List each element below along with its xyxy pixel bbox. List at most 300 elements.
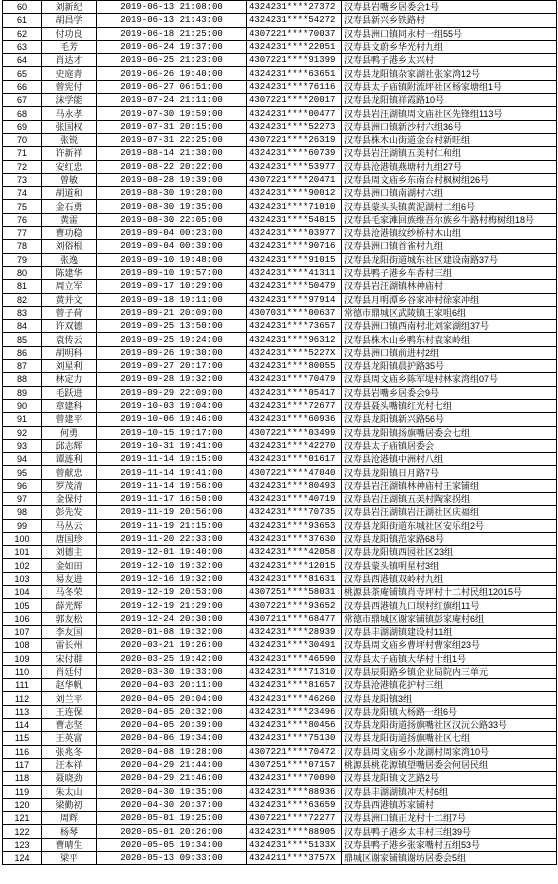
- row-number-cell: 93: [3, 439, 42, 452]
- id-number-cell: 4324231****53977: [247, 160, 342, 173]
- address-cell: 汉寿县鸭子港乡车香村三组: [342, 266, 557, 279]
- name-cell: 金保付: [42, 492, 97, 505]
- row-number-cell: 119: [3, 785, 42, 798]
- table-row: [3, 519, 557, 532]
- address-cell: 汉寿县岩汪湖镇五美村仁和组: [342, 147, 557, 160]
- row-number-cell: 122: [3, 825, 42, 838]
- row-number-cell: 123: [3, 838, 42, 851]
- id-number-cell: 4324231****70479: [247, 373, 342, 386]
- table-row: [3, 14, 557, 27]
- address-cell: 汉寿县龙阳镇西园社区23组: [342, 546, 557, 559]
- table-row: [3, 253, 557, 266]
- row-number-cell: 104: [3, 586, 42, 599]
- name-cell: 刘兰平: [42, 692, 97, 705]
- id-number-cell: 4324231****96312: [247, 333, 342, 346]
- address-cell: 汉寿县龙阳镇祥霞路10号: [342, 94, 557, 107]
- address-cell: 汉寿县岩汪湖镇林神庙村王家铺组: [342, 479, 557, 492]
- id-number-cell: 4324231****70735: [247, 506, 342, 519]
- table-row: [3, 506, 557, 519]
- datetime-cell: 2020-01-08 19:32:00: [97, 625, 247, 638]
- id-number-cell: 4307221****20471: [247, 173, 342, 186]
- row-number-cell: 75: [3, 200, 42, 213]
- id-number-cell: 4324231****60739: [247, 147, 342, 160]
- name-cell: 胡道和: [42, 187, 97, 200]
- table-row: [3, 173, 557, 186]
- table-row: [3, 825, 557, 838]
- datetime-cell: 2020-03-30 19:33:00: [97, 665, 247, 678]
- table-row: [3, 679, 557, 692]
- table-row: [3, 333, 557, 346]
- datetime-cell: 2019-09-10 19:48:00: [97, 253, 247, 266]
- id-number-cell: 4324231****22051: [247, 40, 342, 53]
- table-row: [3, 439, 557, 452]
- name-cell: 朱太山: [42, 785, 97, 798]
- datetime-cell: 2019-11-20 22:33:00: [97, 532, 247, 545]
- row-number-cell: 91: [3, 413, 42, 426]
- datetime-cell: 2020-05-01 19:25:00: [97, 812, 247, 825]
- name-cell: 林定力: [42, 373, 97, 386]
- address-cell: 汉寿县鸭子港乡太兴村: [342, 54, 557, 67]
- table-row: [3, 466, 557, 479]
- row-number-cell: 95: [3, 466, 42, 479]
- row-number-cell: 118: [3, 772, 42, 785]
- id-number-cell: 4324231****80456: [247, 719, 342, 732]
- id-number-cell: 4307251****58031: [247, 586, 342, 599]
- name-cell: 郭友松: [42, 612, 97, 625]
- datetime-cell: 2019-11-14 19:15:00: [97, 453, 247, 466]
- address-cell: 汉寿县洲口镇首雀村九组: [342, 240, 557, 253]
- name-cell: 汪本祥: [42, 758, 97, 771]
- address-cell: 汉寿县岩嘴乡居委会9号: [342, 386, 557, 399]
- row-number-cell: 82: [3, 293, 42, 306]
- row-number-cell: 112: [3, 692, 42, 705]
- name-cell: 胡明科: [42, 346, 97, 359]
- id-number-cell: 4324231****41311: [247, 266, 342, 279]
- name-cell: 唐国珍: [42, 532, 97, 545]
- name-cell: 胡昌学: [42, 14, 97, 27]
- name-cell: 谭涟利: [42, 453, 97, 466]
- id-number-cell: 4324231****01617: [247, 453, 342, 466]
- address-cell: 汉寿县株木山乡鸭东村袁家岭组: [342, 333, 557, 346]
- datetime-cell: 2019-09-25 13:50:00: [97, 320, 247, 333]
- address-cell: 汉寿县龙阳街道扬旗嘴社区七组: [342, 732, 557, 745]
- datetime-cell: 2019-06-25 21:23:00: [97, 54, 247, 67]
- address-cell: 汉寿县蒙头头镇黄泥湖村二组6号: [342, 200, 557, 213]
- table-row: [3, 227, 557, 240]
- row-number-cell: 106: [3, 612, 42, 625]
- address-cell: 汉寿县沧港镇中洲村八组: [342, 453, 557, 466]
- name-cell: 曾敏: [42, 173, 97, 186]
- datetime-cell: 2019-12-16 19:32:00: [97, 572, 247, 585]
- table-row: [3, 67, 557, 80]
- row-number-cell: 109: [3, 652, 42, 665]
- row-number-cell: 96: [3, 479, 42, 492]
- name-cell: 曾宪付: [42, 80, 97, 93]
- id-number-cell: 4324231****71010: [247, 200, 342, 213]
- row-number-cell: 87: [3, 360, 42, 373]
- name-cell: 彭先发: [42, 506, 97, 519]
- id-number-cell: 4324231****5227X: [247, 346, 342, 359]
- address-cell: 汉寿县毛家滩回族维吾尔族乡牛路村梅树组18号: [342, 213, 557, 226]
- id-number-cell: 4324231****40719: [247, 492, 342, 505]
- records-table-body: [3, 1, 557, 865]
- datetime-cell: 2020-04-05 20:32:00: [97, 705, 247, 718]
- address-cell: 汉寿县周文庙乡陈军堤村林家湾组07号: [342, 373, 557, 386]
- row-number-cell: 100: [3, 532, 42, 545]
- id-number-cell: 4324231****70090: [247, 772, 342, 785]
- id-number-cell: 4324231****80493: [247, 479, 342, 492]
- address-cell: 汉寿县太子庙镇附流坪社区杨家塘组1号: [342, 80, 557, 93]
- name-cell: 马冬荣: [42, 586, 97, 599]
- datetime-cell: 2020-04-03 20:11:00: [97, 679, 247, 692]
- table-row: [3, 559, 557, 572]
- table-row: [3, 120, 557, 133]
- table-row: [3, 107, 557, 120]
- row-number-cell: 65: [3, 67, 42, 80]
- table-row: [3, 492, 557, 505]
- id-number-cell: 4324231****63651: [247, 67, 342, 80]
- name-cell: 罗茂清: [42, 479, 97, 492]
- name-cell: 赵华帆: [42, 679, 97, 692]
- datetime-cell: 2019-08-14 21:30:00: [97, 147, 247, 160]
- table-row: [3, 147, 557, 160]
- table-row: [3, 306, 557, 319]
- name-cell: 袁传云: [42, 333, 97, 346]
- datetime-cell: 2019-10-03 19:04:00: [97, 399, 247, 412]
- datetime-cell: 2019-11-14 19:41:00: [97, 466, 247, 479]
- datetime-cell: 2019-09-21 20:09:00: [97, 306, 247, 319]
- id-number-cell: 4324231****46590: [247, 652, 342, 665]
- table-row: [3, 187, 557, 200]
- row-number-cell: 114: [3, 719, 42, 732]
- id-number-cell: 4324231****00477: [247, 107, 342, 120]
- table-row: [3, 80, 557, 93]
- datetime-cell: 2019-07-31 22:25:00: [97, 133, 247, 146]
- datetime-cell: 2020-05-05 19:34:00: [97, 838, 247, 851]
- address-cell: 汉寿县鸭子港乡张家嘴村五组53号: [342, 838, 557, 851]
- row-number-cell: 107: [3, 625, 42, 638]
- id-number-cell: 4324231****54815: [247, 213, 342, 226]
- row-number-cell: 71: [3, 147, 42, 160]
- address-cell: 汉寿县沧港镇纹纱桥村木山组: [342, 227, 557, 240]
- name-cell: 曹晴生: [42, 838, 97, 851]
- table-row: [3, 772, 557, 785]
- id-number-cell: 4324231****37630: [247, 532, 342, 545]
- datetime-cell: 2019-06-24 19:37:00: [97, 40, 247, 53]
- datetime-cell: 2019-06-18 21:25:00: [97, 27, 247, 40]
- id-number-cell: 4324231****50479: [247, 280, 342, 293]
- name-cell: 宋付群: [42, 652, 97, 665]
- table-row: [3, 812, 557, 825]
- datetime-cell: 2020-04-29 21:44:00: [97, 758, 247, 771]
- datetime-cell: 2019-09-10 19:57:00: [97, 266, 247, 279]
- table-row: [3, 838, 557, 851]
- table-row: [3, 386, 557, 399]
- address-cell: 汉寿县龙阳镇文艺路2号: [342, 772, 557, 785]
- row-number-cell: 108: [3, 639, 42, 652]
- table-row: [3, 719, 557, 732]
- datetime-cell: 2019-06-27 06:51:00: [97, 80, 247, 93]
- table-row: [3, 133, 557, 146]
- table-row: [3, 745, 557, 758]
- datetime-cell: 2019-07-24 21:11:00: [97, 94, 247, 107]
- address-cell: 汉寿县蒙头镇明星村3组: [342, 559, 557, 572]
- name-cell: 章建科: [42, 399, 97, 412]
- address-cell: 常德市鼎城区武陵镇王家咀6组: [342, 306, 557, 319]
- row-number-cell: 113: [3, 705, 42, 718]
- table-row: [3, 373, 557, 386]
- table-row: [3, 27, 557, 40]
- row-number-cell: 79: [3, 253, 42, 266]
- row-number-cell: 90: [3, 399, 42, 412]
- name-cell: 曾子荷: [42, 306, 97, 319]
- name-cell: 马永孝: [42, 107, 97, 120]
- name-cell: 史庭青: [42, 67, 97, 80]
- id-number-cell: 4324231****03977: [247, 227, 342, 240]
- name-cell: 安红忠: [42, 160, 97, 173]
- datetime-cell: 2019-09-29 22:09:00: [97, 386, 247, 399]
- row-number-cell: 74: [3, 187, 42, 200]
- name-cell: 梁平: [42, 852, 97, 865]
- name-cell: 杨琴: [42, 825, 97, 838]
- id-number-cell: 4324231****90716: [247, 240, 342, 253]
- datetime-cell: 2019-08-30 19:35:00: [97, 200, 247, 213]
- name-cell: 聂晓劲: [42, 772, 97, 785]
- address-cell: 汉寿县太子庙镇居委会: [342, 439, 557, 452]
- datetime-cell: 2019-06-13 21:43:00: [97, 14, 247, 27]
- datetime-cell: 2019-11-14 19:56:00: [97, 479, 247, 492]
- address-cell: 汉寿县周文庙乡东南台村枫树组26号: [342, 173, 557, 186]
- datetime-cell: 2019-09-26 19:30:00: [97, 346, 247, 359]
- address-cell: 汉寿县丰湖湖镇建设村11组: [342, 625, 557, 638]
- id-number-cell: 4324231****71310: [247, 665, 342, 678]
- row-number-cell: 124: [3, 852, 42, 865]
- name-cell: 张国权: [42, 120, 97, 133]
- address-cell: 汉寿县沧港镇燕塘村九组27号: [342, 160, 557, 173]
- name-cell: 刘俗根: [42, 240, 97, 253]
- datetime-cell: 2019-12-01 19:40:00: [97, 546, 247, 559]
- datetime-cell: 2019-06-26 19:40:00: [97, 67, 247, 80]
- name-cell: 张兆冬: [42, 745, 97, 758]
- table-row: [3, 798, 557, 811]
- row-number-cell: 72: [3, 160, 42, 173]
- name-cell: 易友进: [42, 572, 97, 585]
- id-number-cell: 4324231****76116: [247, 80, 342, 93]
- id-number-cell: 4324231****80055: [247, 360, 342, 373]
- datetime-cell: 2019-10-31 19:41:00: [97, 439, 247, 452]
- row-number-cell: 105: [3, 599, 42, 612]
- name-cell: 毛跃进: [42, 386, 97, 399]
- datetime-cell: 2020-05-13 09:33:00: [97, 852, 247, 865]
- address-cell: 汉寿县月明潭乡谷家冲村徐家冲组: [342, 293, 557, 306]
- table-row: [3, 479, 557, 492]
- row-number-cell: 103: [3, 572, 42, 585]
- table-row: [3, 453, 557, 466]
- datetime-cell: 2019-12-19 21:29:00: [97, 599, 247, 612]
- id-number-cell: 4324231****75130: [247, 732, 342, 745]
- address-cell: 桃源县桃花源镇望嘴居委会何居民组: [342, 758, 557, 771]
- id-number-cell: 4324231****46260: [247, 692, 342, 705]
- name-cell: 曾献忠: [42, 466, 97, 479]
- datetime-cell: 2020-04-08 19:28:00: [97, 745, 247, 758]
- row-number-cell: 68: [3, 107, 42, 120]
- table-row: [3, 213, 557, 226]
- table-row: [3, 532, 557, 545]
- id-number-cell: 4324231****93653: [247, 519, 342, 532]
- id-number-cell: 4324231****42058: [247, 546, 342, 559]
- table-row: [3, 572, 557, 585]
- table-row: [3, 360, 557, 373]
- table-row: [3, 665, 557, 678]
- address-cell: 汉寿县龙阳街道城东社区建设南路37号: [342, 253, 557, 266]
- address-cell: 汉寿县岩汪湖镇周文庙社区先锋组113号: [342, 107, 557, 120]
- row-number-cell: 116: [3, 745, 42, 758]
- name-cell: 付功良: [42, 27, 97, 40]
- row-number-cell: 63: [3, 40, 42, 53]
- datetime-cell: 2019-09-25 19:24:00: [97, 333, 247, 346]
- row-number-cell: 80: [3, 266, 42, 279]
- row-number-cell: 86: [3, 346, 42, 359]
- name-cell: 王连保: [42, 705, 97, 718]
- table-row: [3, 293, 557, 306]
- name-cell: 曾建平: [42, 413, 97, 426]
- table-row: [3, 599, 557, 612]
- datetime-cell: 2020-04-06 19:34:00: [97, 732, 247, 745]
- table-row: [3, 426, 557, 439]
- name-cell: 许新祥: [42, 147, 97, 160]
- address-cell: 汉寿县西港镇双岭村九组: [342, 572, 557, 585]
- row-number-cell: 102: [3, 559, 42, 572]
- address-cell: 汉寿县周文庙乡曹坪村曹家组23号: [342, 639, 557, 652]
- row-number-cell: 70: [3, 133, 42, 146]
- name-cell: 曹功稳: [42, 227, 97, 240]
- datetime-cell: 2019-09-27 20:17:00: [97, 360, 247, 373]
- address-cell: 汉寿县龙阳镇大杨路一组6号: [342, 705, 557, 718]
- address-cell: 汉寿县龙阳镇扬旗嘴居委会七组: [342, 426, 557, 439]
- name-cell: 刘德主: [42, 546, 97, 559]
- table-row: [3, 732, 557, 745]
- datetime-cell: 2019-09-04 00:39:00: [97, 240, 247, 253]
- datetime-cell: 2019-11-19 20:56:00: [97, 506, 247, 519]
- datetime-cell: 2019-09-18 19:11:00: [97, 293, 247, 306]
- id-number-cell: 4324231****28939: [247, 625, 342, 638]
- row-number-cell: 88: [3, 373, 42, 386]
- name-cell: 沫学能: [42, 94, 97, 107]
- table-row: [3, 586, 557, 599]
- id-number-cell: 4307221****70037: [247, 27, 342, 40]
- datetime-cell: 2020-04-30 20:37:00: [97, 798, 247, 811]
- table-row: [3, 94, 557, 107]
- datetime-cell: 2019-09-17 10:29:00: [97, 280, 247, 293]
- datetime-cell: 2019-07-30 19:59:00: [97, 107, 247, 120]
- row-number-cell: 84: [3, 320, 42, 333]
- row-number-cell: 60: [3, 1, 42, 14]
- address-cell: 汉寿县聂头嘴镇红光村七组: [342, 399, 557, 412]
- datetime-cell: 2019-08-30 22:05:00: [97, 213, 247, 226]
- datetime-cell: 2020-03-25 19:42:00: [97, 652, 247, 665]
- row-number-cell: 73: [3, 173, 42, 186]
- id-number-cell: 4307221****26319: [247, 133, 342, 146]
- table-row: [3, 54, 557, 67]
- datetime-cell: 2020-04-29 21:46:00: [97, 772, 247, 785]
- id-number-cell: 4307211****68477: [247, 612, 342, 625]
- address-cell: 常德市鼎城区谢家铺镇彭家庵村6组: [342, 612, 557, 625]
- table-row: [3, 652, 557, 665]
- name-cell: 毛芳: [42, 40, 97, 53]
- address-cell: 汉寿县文蔚乡华光村九组: [342, 40, 557, 53]
- row-number-cell: 69: [3, 120, 42, 133]
- table-row: [3, 160, 557, 173]
- id-number-cell: 4324231****88936: [247, 785, 342, 798]
- row-number-cell: 64: [3, 54, 42, 67]
- name-cell: 何勇: [42, 426, 97, 439]
- datetime-cell: 2020-04-05 20:04:00: [97, 692, 247, 705]
- name-cell: 梁勤初: [42, 798, 97, 811]
- records-table: [2, 0, 557, 865]
- id-number-cell: 4324231****81631: [247, 572, 342, 585]
- table-row: [3, 705, 557, 718]
- datetime-cell: 2019-11-17 16:50:00: [97, 492, 247, 505]
- table-row: [3, 399, 557, 412]
- row-number-cell: 111: [3, 679, 42, 692]
- id-number-cell: 4324231****90012: [247, 187, 342, 200]
- row-number-cell: 110: [3, 665, 42, 678]
- address-cell: 汉寿县太子庙镇大华村十组1号: [342, 652, 557, 665]
- address-cell: 汉寿县岩汪湖镇五美村陶家拐组: [342, 492, 557, 505]
- address-cell: 汉寿县西港镇九口坝村红旗组11号: [342, 599, 557, 612]
- datetime-cell: 2019-08-30 19:20:00: [97, 187, 247, 200]
- id-number-cell: 4324211****3757X: [247, 852, 342, 865]
- row-number-cell: 98: [3, 506, 42, 519]
- table-row: [3, 320, 557, 333]
- id-number-cell: 4324231****23496: [247, 705, 342, 718]
- table-row: [3, 852, 557, 865]
- table-row: [3, 692, 557, 705]
- datetime-cell: 2019-10-15 19:17:00: [97, 426, 247, 439]
- id-number-cell: 4307221****91399: [247, 54, 342, 67]
- row-number-cell: 120: [3, 798, 42, 811]
- id-number-cell: 4324231****72677: [247, 399, 342, 412]
- name-cell: 李友国: [42, 625, 97, 638]
- name-cell: 金石勇: [42, 200, 97, 213]
- id-number-cell: 4324231****88905: [247, 825, 342, 838]
- id-number-cell: 4324231****42270: [247, 439, 342, 452]
- datetime-cell: 2019-12-19 20:53:00: [97, 586, 247, 599]
- datetime-cell: 2019-10-06 19:46:00: [97, 413, 247, 426]
- table-row: [3, 546, 557, 559]
- name-cell: 许双德: [42, 320, 97, 333]
- name-cell: 曹志坚: [42, 719, 97, 732]
- table-row: [3, 625, 557, 638]
- row-number-cell: 66: [3, 80, 42, 93]
- row-number-cell: 117: [3, 758, 42, 771]
- row-number-cell: 97: [3, 492, 42, 505]
- id-number-cell: 4324231****73657: [247, 320, 342, 333]
- address-cell: 汉寿县鸭子港乡太丰村三组39号: [342, 825, 557, 838]
- table-row: [3, 280, 557, 293]
- address-cell: 汉寿县辰阳路乡镇企业局院内三单元: [342, 665, 557, 678]
- row-number-cell: 85: [3, 333, 42, 346]
- address-cell: 汉寿县龙阳镇3组: [342, 692, 557, 705]
- table-row: [3, 612, 557, 625]
- datetime-cell: 2019-11-19 21:15:00: [97, 519, 247, 532]
- table-row: [3, 758, 557, 771]
- address-cell: 汉寿县龙阳街道东城社区安乐组2号: [342, 519, 557, 532]
- table-row: [3, 266, 557, 279]
- id-number-cell: 4324231****60936: [247, 413, 342, 426]
- address-cell: 汉寿县新兴乡铁路村: [342, 14, 557, 27]
- row-number-cell: 121: [3, 812, 42, 825]
